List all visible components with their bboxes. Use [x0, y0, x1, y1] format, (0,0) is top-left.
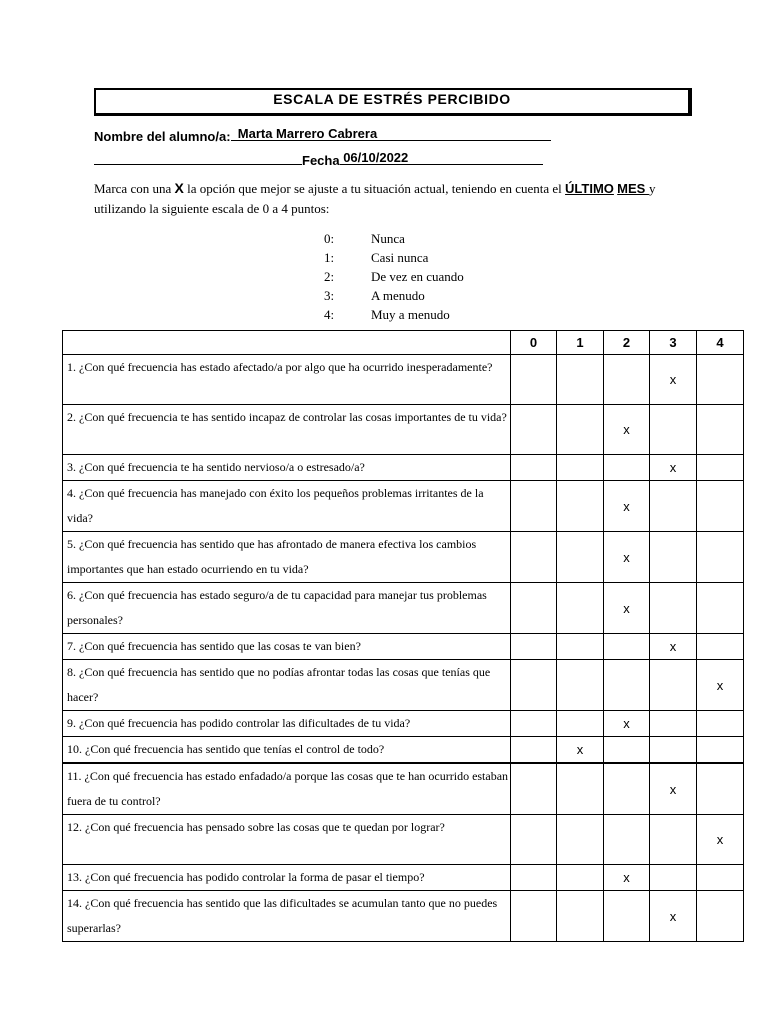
answer-cell-1[interactable] [557, 711, 604, 737]
answer-cell-2[interactable] [604, 481, 650, 532]
answer-mark: x [716, 832, 724, 847]
answer-mark: x [669, 639, 677, 654]
answer-cell-3[interactable] [650, 711, 697, 737]
answer-cell-2[interactable] [604, 737, 650, 764]
score-column-header-0: 0 [511, 331, 557, 355]
answer-cell-1[interactable] [557, 532, 604, 583]
answer-cell-0[interactable] [511, 634, 557, 660]
question-column-header [63, 331, 511, 355]
answer-cell-2[interactable] [604, 355, 650, 405]
table-row [63, 405, 744, 455]
answer-cell-4[interactable] [697, 583, 744, 634]
answer-cell-4[interactable] [697, 355, 744, 405]
answer-mark: x [669, 460, 677, 475]
table-row [63, 737, 744, 764]
answer-cell-4[interactable] [697, 634, 744, 660]
answer-cell-2[interactable] [604, 405, 650, 455]
question-text: 7. ¿Con qué frecuencia has sentido que las cosas te van bien? [63, 634, 511, 660]
answer-cell-0[interactable] [511, 815, 557, 865]
date-row [94, 150, 543, 168]
answer-mark: x [623, 549, 630, 565]
scale-number: 4: [324, 307, 335, 322]
question-text: 9. ¿Con qué frecuencia has podido controlar las dificultades de tu vida? [63, 711, 511, 737]
table-row [63, 481, 744, 532]
student-name-field[interactable] [231, 126, 551, 141]
answer-cell-2[interactable] [604, 532, 650, 583]
answer-cell-3[interactable] [650, 865, 697, 891]
scale-label: De vez en cuando [371, 269, 464, 284]
answer-cell-0[interactable] [511, 583, 557, 634]
answer-cell-3[interactable] [650, 737, 697, 764]
table-row [63, 455, 744, 481]
date-field[interactable] [340, 150, 543, 165]
answer-cell-0[interactable] [511, 865, 557, 891]
answer-mark: x [669, 781, 677, 797]
answer-mark: x [669, 908, 677, 924]
scale-legend [324, 229, 464, 324]
table-row [63, 891, 744, 942]
question-text: 14. ¿Con qué frecuencia has sentido que las dificultades se acumulan tanto que no puedes superarlas? [63, 891, 511, 942]
score-column-header-1: 1 [557, 331, 604, 355]
answer-cell-0[interactable] [511, 455, 557, 481]
student-name-row [94, 126, 551, 144]
answer-mark: x [623, 422, 630, 437]
answer-cell-1[interactable] [557, 634, 604, 660]
answer-cell-4[interactable] [697, 865, 744, 891]
answer-mark: x [623, 600, 630, 616]
question-text: 10. ¿Con qué frecuencia has sentido que tenías el control de todo? [63, 737, 511, 764]
answer-cell-1[interactable] [557, 865, 604, 891]
answer-cell-2[interactable] [604, 891, 650, 942]
answer-cell-2[interactable] [604, 865, 650, 891]
answer-cell-4[interactable] [697, 405, 744, 455]
scale-item [324, 305, 464, 324]
score-column-header-3: 3 [650, 331, 697, 355]
answer-cell-3[interactable] [650, 815, 697, 865]
question-text: 6. ¿Con qué frecuencia has estado seguro/a de tu capacidad para manejar tus problemas personales? [63, 583, 511, 634]
scale-label: Casi nunca [371, 250, 429, 265]
answer-cell-2[interactable] [604, 660, 650, 711]
table-row [63, 532, 744, 583]
question-text: 11. ¿Con qué frecuencia has estado enfadado/a porque las cosas que te han ocurrido estaban fuera de tu control? [63, 763, 511, 815]
question-text: 1. ¿Con qué frecuencia has estado afectado/a por algo que ha ocurrido inesperadamente? [63, 355, 511, 405]
answer-cell-3[interactable] [650, 481, 697, 532]
scale-item [324, 248, 464, 267]
question-text: 13. ¿Con qué frecuencia has podido controlar la forma de pasar el tiempo? [63, 865, 511, 891]
instructions-text-3: y utilizando la siguiente escala de 0 a 4 puntos: [94, 181, 656, 216]
scale-number: 0: [324, 231, 335, 246]
question-text: 5. ¿Con qué frecuencia has sentido que has afrontado de manera efectiva los cambios importantes que han estado ocurriendo en tu vida? [63, 532, 511, 583]
answer-cell-1[interactable] [557, 405, 604, 455]
table-row [63, 634, 744, 660]
scale-item [324, 229, 464, 248]
answer-cell-4[interactable] [697, 891, 744, 942]
table-row [63, 355, 744, 405]
date-value: 06/10/2022 [339, 150, 409, 165]
answer-cell-0[interactable] [511, 763, 557, 815]
scale-item [324, 267, 464, 286]
instructions-text-1: Marca con una [94, 181, 175, 196]
answer-mark: x [576, 742, 584, 757]
answer-cell-1[interactable] [557, 763, 604, 815]
table-row [63, 711, 744, 737]
score-column-header-2: 2 [604, 331, 650, 355]
answer-cell-2[interactable] [604, 815, 650, 865]
question-text: 4. ¿Con qué frecuencia has manejado con éxito los pequeños problemas irritantes de la vida? [63, 481, 511, 532]
answer-cell-3[interactable] [650, 405, 697, 455]
answer-cell-2[interactable] [604, 583, 650, 634]
answer-cell-0[interactable] [511, 660, 557, 711]
answer-cell-1[interactable] [557, 455, 604, 481]
date-blank-line [94, 150, 302, 165]
table-header-row [63, 331, 744, 355]
answer-cell-2[interactable] [604, 455, 650, 481]
answer-cell-3[interactable] [650, 891, 697, 942]
answer-cell-3[interactable] [650, 660, 697, 711]
answer-mark: x [716, 677, 724, 693]
answer-cell-2[interactable] [604, 634, 650, 660]
questionnaire-table [62, 330, 744, 942]
answer-cell-0[interactable] [511, 355, 557, 405]
scale-number: 1: [324, 250, 335, 265]
answer-cell-4[interactable] [697, 481, 744, 532]
scale-number: 3: [324, 288, 335, 303]
answer-cell-0[interactable] [511, 711, 557, 737]
answer-cell-3[interactable] [650, 355, 697, 405]
table-row [63, 815, 744, 865]
question-text: 3. ¿Con qué frecuencia te ha sentido nervioso/a o estresado/a? [63, 455, 511, 481]
student-name-label: Nombre del alumno/a: [94, 129, 231, 144]
answer-cell-1[interactable] [557, 660, 604, 711]
answer-cell-3[interactable] [650, 763, 697, 815]
table-row [63, 763, 744, 815]
answer-cell-4[interactable] [697, 815, 744, 865]
scale-item [324, 286, 464, 305]
instructions [94, 178, 684, 219]
answer-cell-0[interactable] [511, 405, 557, 455]
student-name-value: Marta Marrero Cabrera [230, 126, 378, 141]
answer-mark: x [669, 372, 677, 387]
answer-cell-0[interactable] [511, 532, 557, 583]
answer-mark: x [623, 498, 630, 514]
answer-mark: x [623, 870, 630, 885]
instructions-mark: X [174, 180, 184, 196]
form-title: ESCALA DE ESTRÉS PERCIBIDO [94, 88, 692, 116]
instructions-emph-ultimo: ÚLTIMO [565, 181, 614, 196]
table-row [63, 583, 744, 634]
question-text: 12. ¿Con qué frecuencia has pensado sobre las cosas que te quedan por lograr? [63, 815, 511, 865]
question-text: 2. ¿Con qué frecuencia te has sentido incapaz de controlar las cosas importantes de tu vida? [63, 405, 511, 455]
answer-cell-0[interactable] [511, 891, 557, 942]
scale-label: Nunca [371, 231, 405, 246]
answer-cell-1[interactable] [557, 355, 604, 405]
answer-mark: x [623, 716, 630, 731]
answer-cell-4[interactable] [697, 532, 744, 583]
answer-cell-0[interactable] [511, 481, 557, 532]
date-label: Fecha [302, 153, 340, 168]
answer-cell-4[interactable] [697, 763, 744, 815]
answer-cell-4[interactable] [697, 737, 744, 764]
answer-cell-1[interactable] [557, 481, 604, 532]
answer-cell-4[interactable] [697, 660, 744, 711]
score-column-header-4: 4 [697, 331, 744, 355]
answer-cell-3[interactable] [650, 455, 697, 481]
answer-cell-1[interactable] [557, 891, 604, 942]
instructions-text-2: la opción que mejor se ajuste a tu situación actual, teniendo en cuenta el [183, 181, 566, 196]
answer-cell-2[interactable] [604, 711, 650, 737]
answer-cell-1[interactable] [557, 815, 604, 865]
table-row [63, 660, 744, 711]
scale-number: 2: [324, 269, 335, 284]
table-row [63, 865, 744, 891]
answer-cell-2[interactable] [604, 763, 650, 815]
answer-cell-3[interactable] [650, 583, 697, 634]
answer-cell-0[interactable] [511, 737, 557, 764]
answer-cell-4[interactable] [697, 455, 744, 481]
answer-cell-1[interactable] [557, 737, 604, 764]
scale-label: Muy a menudo [371, 307, 450, 322]
answer-cell-4[interactable] [697, 711, 744, 737]
question-text: 8. ¿Con qué frecuencia has sentido que no podías afrontar todas las cosas que tenías que hacer? [63, 660, 511, 711]
answer-cell-3[interactable] [650, 634, 697, 660]
answer-cell-3[interactable] [650, 532, 697, 583]
instructions-emph-mes: MES [617, 181, 649, 196]
answer-cell-1[interactable] [557, 583, 604, 634]
scale-label: A menudo [371, 288, 425, 303]
